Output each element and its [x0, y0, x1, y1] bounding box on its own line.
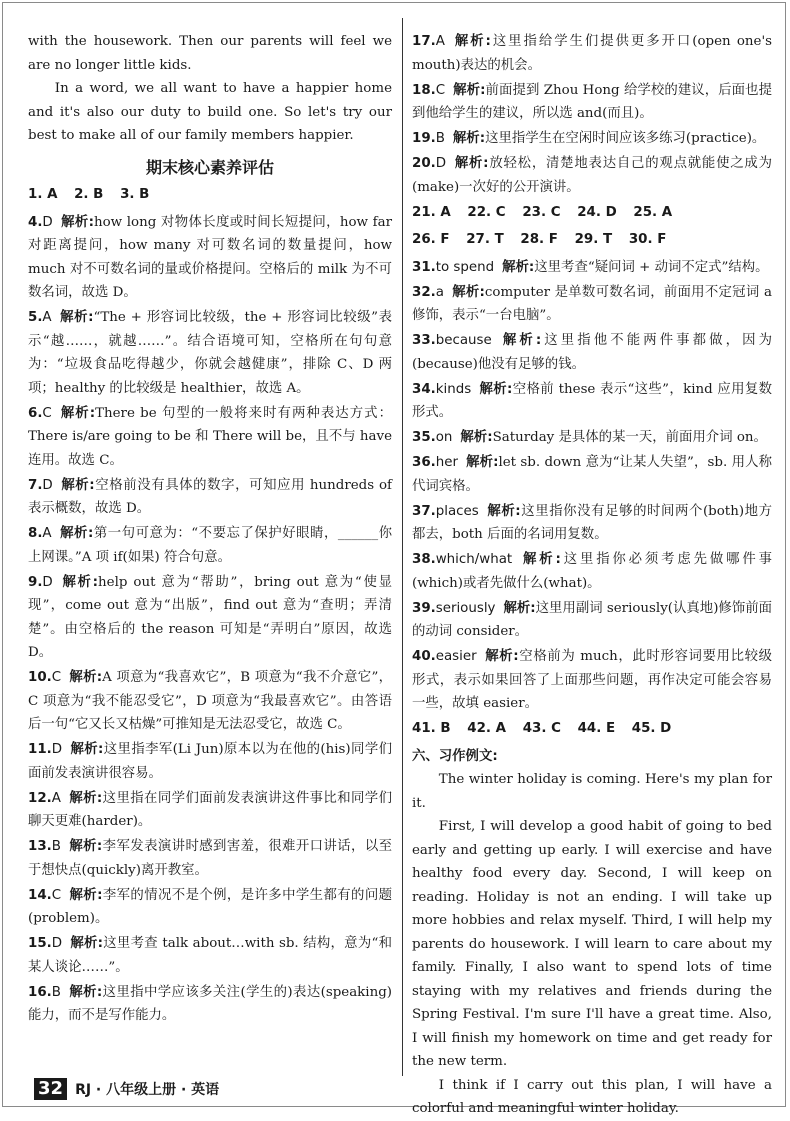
answer-item	[412, 500, 772, 547]
answer-cell: 25. A	[633, 204, 673, 220]
answer-row	[28, 183, 392, 207]
answer-cell: 26. F	[412, 232, 450, 247]
explanation-text: 李军的情况不是个例，是许多中学生都有的问题(problem)。	[28, 887, 393, 926]
answer-item	[28, 522, 392, 569]
explanation-text: 空格前为 much，此时形容词要用比较级形式，表示如果回答了上面那些问题，再作决定可能会容易一些，故填 easier。	[412, 649, 773, 711]
answer-item	[28, 932, 392, 979]
explanation-label: 解析:	[59, 526, 94, 541]
answer-item	[28, 981, 392, 1028]
item-answer: D	[435, 156, 447, 171]
answer-row	[412, 717, 772, 741]
item-answer: D	[51, 936, 63, 951]
explanation-text: 这里指你必须考虑先做哪件事(which)或者先做什么(what)。	[412, 552, 773, 591]
answer-cell: 24. D	[577, 204, 617, 220]
item-number: 12.	[28, 790, 52, 806]
answer-cell: 29. T	[574, 232, 613, 247]
explanation-label: 解析:	[465, 455, 499, 470]
answer-item	[412, 378, 772, 425]
answer-cell: 44. E	[577, 721, 616, 736]
answer-list	[28, 211, 392, 1028]
item-number: 9.	[28, 574, 43, 590]
item-number: 37.	[412, 503, 436, 519]
answer-item	[28, 787, 392, 834]
page-footer	[34, 1077, 219, 1101]
item-number: 31.	[412, 259, 436, 275]
answer-row	[412, 201, 772, 225]
explanation-label: 解析:	[60, 477, 95, 493]
item-number: 13.	[28, 839, 52, 854]
answer-item	[412, 256, 772, 280]
answer-cell: 1. A	[28, 187, 58, 202]
answer-item	[412, 645, 772, 716]
item-answer: on	[435, 430, 453, 445]
explanation-text: 这里指在同学们面前发表演讲这件事比和同学们聊天更难(harder)。	[28, 790, 392, 829]
footer-label: RJ · 八年级上册 · 英语	[75, 1082, 220, 1098]
explanation-label: 解析:	[59, 405, 96, 421]
item-number: 32.	[412, 284, 436, 300]
explanation-text: 第一句可意为：“不要忘了保护好眼睛，______你上网课。”A 项 if(如果) 符合句意。	[28, 526, 392, 565]
item-answer: A	[42, 526, 52, 541]
explanation-label: 解析:	[451, 284, 485, 300]
answer-cell: 45. D	[631, 721, 672, 736]
item-number: 39.	[412, 600, 436, 616]
explanation-text: 这里指李军(Li Jun)原本以为在他的(his)同学们面前发表演讲很容易。	[28, 742, 392, 781]
item-answer: which/what	[435, 552, 513, 567]
right-column	[412, 30, 772, 1121]
explanation-label: 解析:	[68, 790, 103, 806]
answer-item	[412, 152, 772, 199]
item-number: 15.	[28, 936, 52, 951]
answer-item	[28, 211, 392, 305]
answer-cell: 23. C	[522, 204, 561, 220]
explanation-label: 解析:	[60, 214, 94, 230]
item-number: 38.	[412, 552, 436, 567]
answer-item	[412, 426, 772, 450]
essay-paragraph: First, I will develop a good habit of going to bed early and getting up early. I will exercise and have healthy food every day. Second, I will keep on reading. Holiday is not an ending. I will take up more hobbies and relax myself. Third, I will help my parents do housework. I will learn to care about my family. Finally, I also want to spend lots of time staying with my relatives and friends during the Spring Festival. I'm sure I'll have a great time. Also, I will finish my homework on time and get ready for the new term.	[412, 819, 772, 1069]
explanation-label: 解析:	[499, 333, 542, 348]
item-answer: seriously	[435, 600, 496, 616]
explanation-text: 这里考查 talk about…with sb. 结构，意为“和某人谈论……”。	[28, 936, 392, 975]
intro-paragraph: with the housework. Then our parents will feel we are no longer little kids.	[28, 34, 392, 73]
explanation-text: 这里指学生在空闲时间应该多练习(practice)。	[485, 131, 766, 146]
item-answer: because	[435, 333, 492, 348]
answer-item	[412, 281, 772, 328]
essay-heading: 六、习作例文:	[412, 748, 498, 764]
item-answer: D	[42, 477, 53, 493]
explanation-text: 这里用副词 seriously(认真地)修饰前面的动词 consider。	[412, 600, 772, 639]
explanation-text: computer 是单数可数名词，前面用不定冠词 a 修饰，表示“一台电脑”。	[412, 284, 772, 323]
item-answer: B	[435, 131, 445, 146]
item-answer: D	[42, 574, 53, 590]
left-column	[28, 30, 392, 1029]
item-number: 40.	[412, 649, 436, 664]
item-number: 35.	[412, 430, 436, 445]
item-number: 7.	[28, 477, 43, 493]
explanation-label: 解析:	[502, 259, 535, 275]
item-number: 36.	[412, 455, 436, 470]
explanation-label: 解析:	[69, 670, 103, 685]
item-number: 11.	[28, 742, 52, 757]
explanation-label: 解析:	[68, 984, 103, 1000]
essay-paragraph: The winter holiday is coming. Here's my plan for it.	[412, 772, 772, 811]
item-answer: B	[51, 984, 61, 1000]
page-number: 32	[34, 1078, 67, 1100]
answer-cell: 42. A	[467, 721, 507, 736]
answer-cell: 22. C	[467, 204, 506, 220]
explanation-text: 前面提到 Zhou Hong 给学校的建议，后面也提到他给学生的建议，所以选 and(而且)。	[412, 82, 772, 121]
answer-list	[412, 30, 772, 199]
item-number: 19.	[412, 131, 436, 146]
explanation-label: 解析:	[484, 649, 519, 664]
explanation-label: 解析:	[453, 82, 486, 98]
item-number: 6.	[28, 405, 43, 421]
answer-item	[28, 884, 392, 931]
answer-cell: 43. C	[522, 721, 561, 736]
explanation-text: let sb. down 意为“让某人失望”，sb. 用人称代词宾格。	[412, 455, 772, 494]
explanation-label: 解析:	[460, 430, 493, 445]
answer-item	[28, 306, 392, 400]
item-answer: C	[51, 670, 62, 685]
answer-cell: 21. A	[412, 204, 451, 220]
explanation-label: 解析:	[486, 503, 521, 519]
item-answer: easier	[435, 649, 477, 664]
item-number: 14.	[28, 887, 52, 903]
explanation-label: 解析:	[69, 887, 103, 903]
answer-item	[412, 451, 772, 498]
explanation-label: 解析:	[60, 574, 99, 590]
answer-cell: 28. F	[520, 232, 558, 247]
explanation-text: 空格前 these 表示“这些”，kind 应用复数形式。	[412, 381, 772, 420]
intro-paragraph: In a word, we all want to have a happier home and it's also our duty to build one. So let's try our best to make all of our family members happier.	[28, 81, 392, 143]
item-number: 16.	[28, 984, 52, 1000]
item-answer: C	[435, 82, 446, 98]
explanation-label: 解析:	[454, 156, 489, 171]
item-answer: A	[51, 790, 61, 806]
item-number: 20.	[412, 156, 436, 171]
item-answer: places	[435, 503, 479, 519]
item-number: 4.	[28, 214, 43, 230]
item-answer: A	[42, 310, 52, 325]
explanation-text: 这里考查“疑问词 + 动词不定式”结构。	[534, 259, 769, 275]
explanation-label: 解析:	[503, 600, 536, 616]
essay-paragraph: I think if I carry out this plan, I will have a colorful and meaningful winter holiday.	[412, 1077, 772, 1116]
explanation-text: how long 对物体长度或时间长短提问，how far 对距离提问，how many 对可数名词的数量提问，how much 对不可数名词的量或价格提问。空格后的 milk 为不可数名词，故选 D。	[28, 214, 392, 300]
answer-item	[28, 474, 392, 521]
explanation-text: There be 句型的一般将来时有两种表达方式：There is/are going to be 和 There will be，且不与 have 连用。故选 C。	[28, 405, 392, 468]
item-answer: C	[42, 405, 52, 421]
answer-cell: 41. B	[412, 721, 451, 736]
answer-item	[412, 127, 772, 151]
answer-cell: 27. T	[466, 232, 504, 247]
answer-item	[412, 79, 772, 126]
explanation-text: 这里指你没有足够的时间两个(both)地方都去，both 后面的名词用复数。	[412, 503, 772, 542]
explanation-label: 解析:	[452, 34, 491, 49]
answer-item	[28, 571, 392, 665]
answer-item	[28, 738, 392, 785]
item-answer: a	[435, 284, 444, 300]
answer-cell: 30. F	[628, 232, 667, 247]
explanation-text: 这里指中学应该多关注(学生的)表达(speaking)能力，而不是写作能力。	[28, 984, 392, 1023]
explanation-text: 放轻松，清楚地表达自己的观点就能使之成为(make)一次好的公开演讲。	[412, 156, 772, 195]
item-number: 10.	[28, 670, 52, 685]
explanation-label: 解析:	[70, 742, 104, 757]
answer-cell: 3. B	[120, 187, 150, 202]
answer-list	[412, 256, 772, 716]
answer-item	[412, 329, 772, 376]
answer-cell: 2. B	[74, 187, 104, 202]
section-title: 期末核心素养评估	[145, 157, 274, 177]
item-answer: kinds	[435, 381, 472, 397]
explanation-label: 解析:	[59, 310, 94, 325]
explanation-text: A 项意为“我喜欢它”，B 项意为“我不介意它”，C 项意为“我不能忍受它”，D 项意为“我最喜欢它”。由答语后一句“它又长又枯燥”可推知是无法忍受它，故选 C。	[28, 670, 392, 732]
answer-item	[412, 30, 772, 77]
sample-essay	[412, 768, 772, 1121]
item-answer: her	[435, 455, 458, 470]
item-answer: B	[51, 839, 61, 854]
item-number: 5.	[28, 310, 43, 325]
item-number: 18.	[412, 82, 436, 98]
item-answer: D	[42, 214, 53, 230]
explanation-label: 解析:	[70, 936, 103, 951]
explanation-label: 解析:	[452, 131, 486, 146]
item-answer: to spend	[435, 259, 495, 275]
explanation-text: help out 意为“帮助”，bring out 意为“使显现”，come out 意为“出版”，find out 意为“查明；弄清楚”。由空格后的 the reason 可知是“弄明白”原因，故选 D。	[28, 574, 392, 660]
explanation-text: 李军发表演讲时感到害羞，很难开口讲话，以至于想快点(quickly)离开教室。	[28, 839, 393, 878]
answer-item	[28, 402, 392, 473]
item-number: 33.	[412, 333, 436, 348]
answer-row	[412, 228, 772, 252]
answer-item	[412, 597, 772, 644]
explanation-text: 这里指他不能两件事都做，因为(because)他没有足够的钱。	[412, 333, 773, 372]
item-number: 17.	[412, 34, 436, 49]
item-answer: C	[51, 887, 62, 903]
answer-item	[412, 548, 772, 595]
column-divider	[402, 18, 403, 1076]
explanation-text: “The + 形容词比较级，the + 形容词比较级”表示“越……，就越……”。结合语境可知，空格所在句句意为：“垃圾食品吃得越少，你就会越健康”，排除 C、D 两项；healthy 的比较级是 healthier，故选 A。	[28, 310, 392, 396]
item-answer: A	[435, 34, 445, 49]
explanation-label: 解析:	[520, 552, 561, 567]
explanation-text: 空格前没有具体的数字，可知应用 hundreds of 表示概数，故选 D。	[28, 477, 393, 516]
explanation-label: 解析:	[68, 839, 103, 854]
explanation-label: 解析:	[479, 381, 513, 397]
answer-item	[28, 666, 392, 737]
item-answer: D	[51, 742, 63, 757]
answer-item	[28, 835, 392, 882]
item-number: 8.	[28, 526, 43, 541]
explanation-text: Saturday 是具体的某一天，前面用介词 on。	[492, 430, 767, 445]
explanation-text: 这里指给学生们提供更多开口(open one's mouth)表达的机会。	[412, 34, 773, 73]
item-number: 34.	[412, 381, 436, 397]
